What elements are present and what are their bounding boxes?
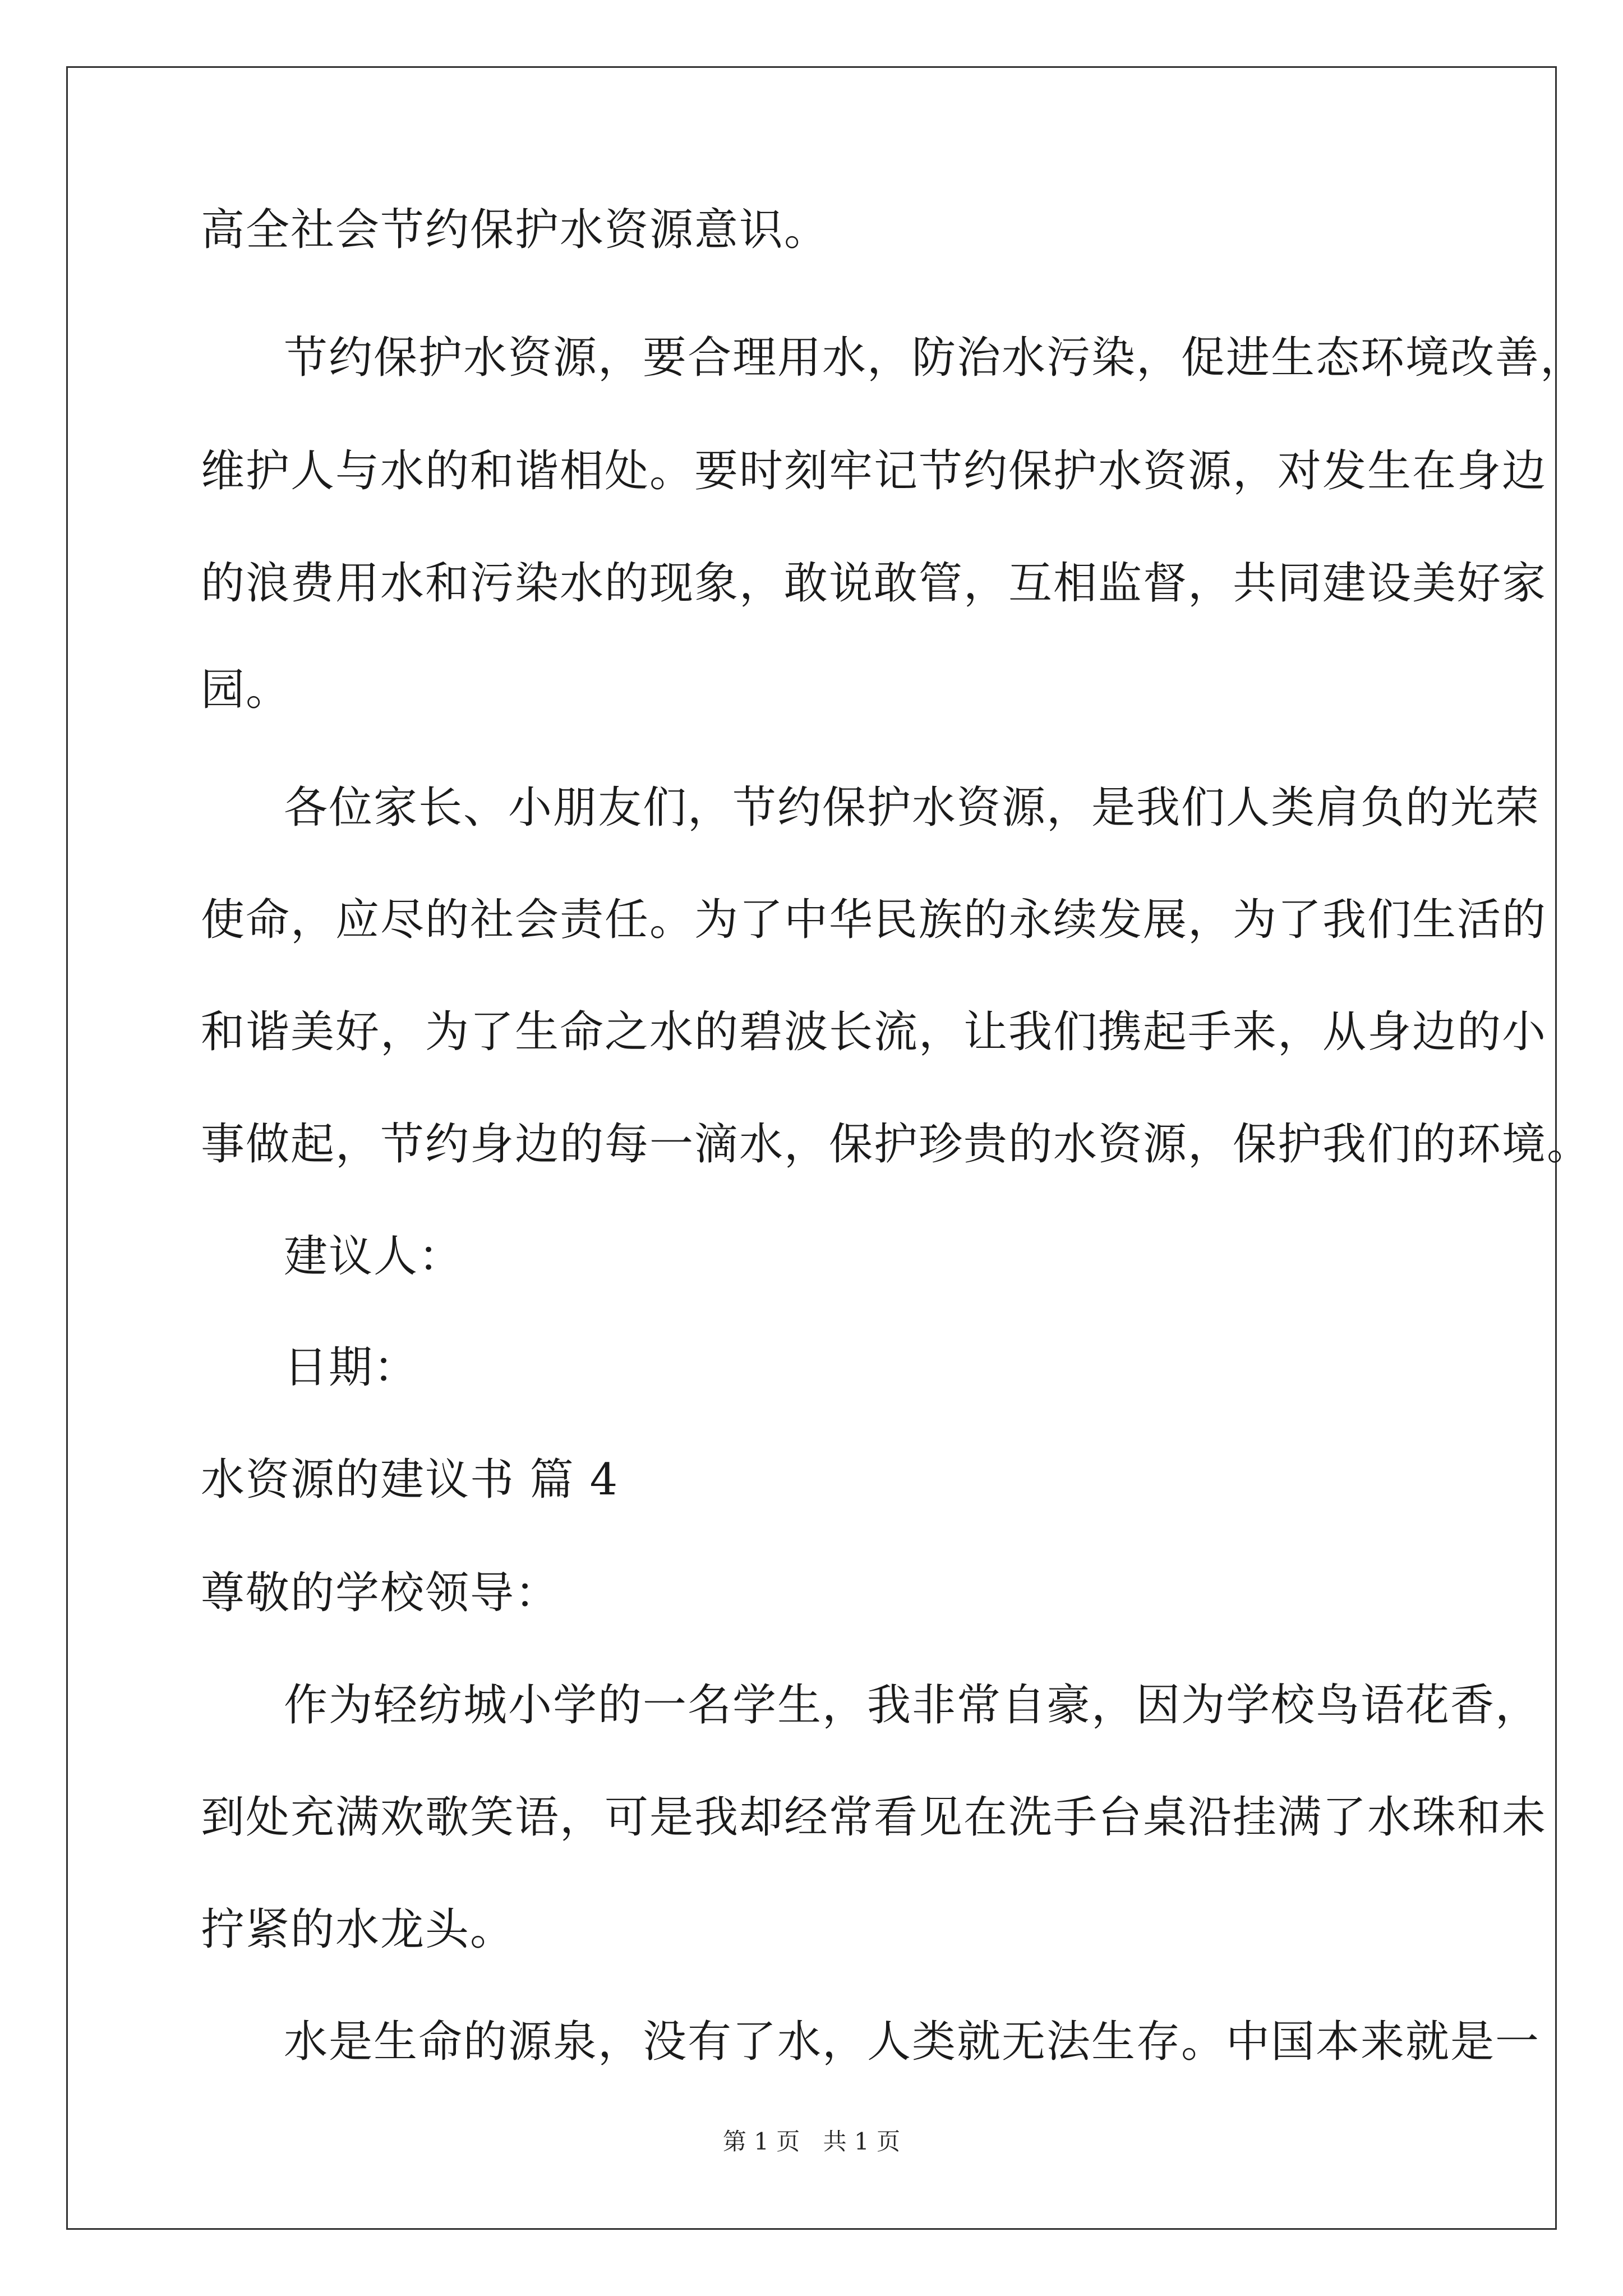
paragraph-line: 作为轻纺城小学的一名学生，我非常自豪，因为学校鸟语花香， (284, 1680, 1541, 1731)
paragraph-line: 事做起，节约身边的每一滴水，保护珍贵的水资源，保护我们的环境。 (201, 1119, 1592, 1170)
page-footer (0, 2125, 1623, 2159)
paragraph-line: 使命，应尽的社会责任。为了中华民族的永续发展，为了我们生活的 (201, 895, 1547, 945)
paragraph-line: 高全社会节约保护水资源意识。 (201, 205, 829, 255)
paragraph-line: 维护人与水的和谐相处。要时刻牢记节约保护水资源，对发生在身边 (201, 446, 1547, 496)
paragraph-line: 各位家长、小朋友们，节约保护水资源，是我们人类肩负的光荣 (284, 783, 1541, 833)
salutation: 尊敬的学校领导： (201, 1568, 560, 1618)
paragraph-line: 拧紧的水龙头。 (201, 1904, 515, 1955)
paragraph-line: 到处充满欢歌笑语，可是我却经常看见在洗手台桌沿挂满了水珠和未 (201, 1792, 1547, 1843)
paragraph-line: 的浪费用水和污染水的现象，敢说敢管，互相监督，共同建设美好家 (201, 558, 1547, 609)
paragraph-line: 和谐美好，为了生命之水的碧波长流，让我们携起手来，从身边的小 (201, 1007, 1547, 1057)
date-label: 日期： (284, 1342, 419, 1393)
page-number: 第 1 页 (722, 2128, 800, 2155)
paragraph-line: 园。 (201, 665, 291, 715)
page-total: 共 1 页 (823, 2128, 901, 2155)
paragraph-line: 节约保护水资源，要合理用水，防治水污染，促进生态环境改善， (284, 333, 1585, 383)
paragraph-line: 水是生命的源泉，没有了水，人类就无法生存。中国本来就是一 (284, 2017, 1541, 2067)
section-title: 水资源的建议书 篇 4 (201, 1455, 619, 1505)
signer-label: 建议人： (284, 1231, 464, 1282)
